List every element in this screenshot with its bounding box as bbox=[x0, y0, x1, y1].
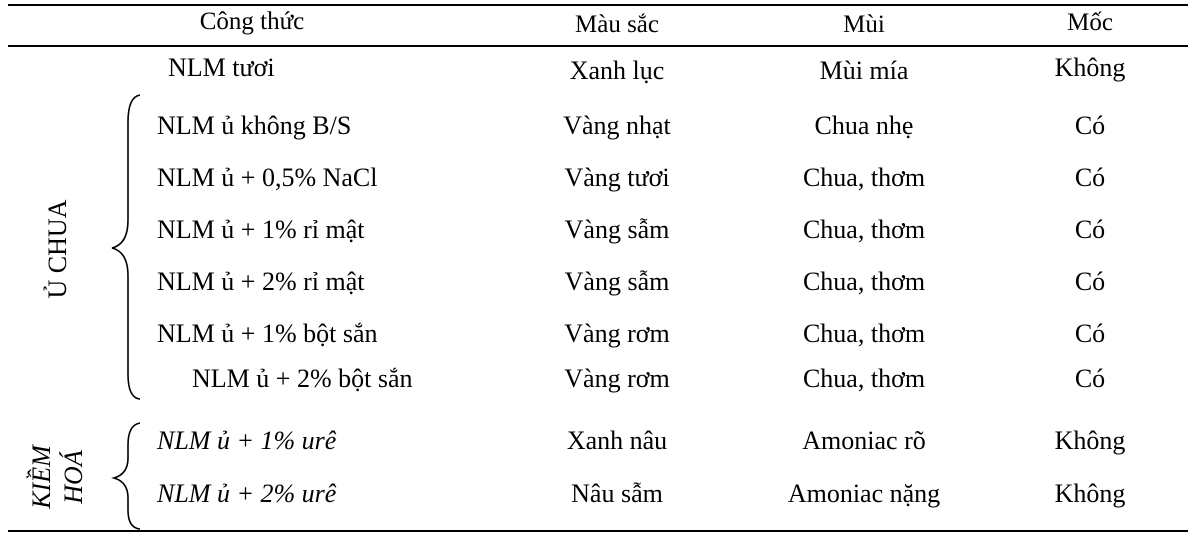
row-mold: Có bbox=[1074, 111, 1106, 140]
fresh-odor: Mùi mía bbox=[819, 56, 909, 85]
row-formula: NLM ủ + 0,5% NaCl bbox=[157, 163, 378, 192]
kiem-hoa-label-line1: KIỀM bbox=[27, 445, 56, 509]
row-color: Vàng sẫm bbox=[564, 267, 670, 296]
row-color: Vàng rơm bbox=[564, 364, 670, 393]
row-formula: NLM ủ + 1% bột sắn bbox=[157, 319, 378, 348]
u-chua-brace bbox=[108, 92, 148, 402]
row-formula: NLM ủ + 2% urê bbox=[157, 479, 337, 508]
row-mold: Có bbox=[1074, 364, 1106, 393]
row-formula: NLM ủ không B/S bbox=[157, 111, 352, 140]
row-odor: Chua, thơm bbox=[802, 163, 926, 192]
fresh-formula: NLM tươi bbox=[168, 53, 275, 82]
header-mold: Mốc bbox=[1067, 9, 1113, 36]
top-rule bbox=[8, 4, 1188, 6]
row-color: Vàng sẫm bbox=[564, 215, 670, 244]
row-odor: Chua, thơm bbox=[802, 364, 926, 393]
row-formula: NLM ủ + 2% rỉ mật bbox=[157, 267, 365, 296]
row-odor: Chua, thơm bbox=[802, 267, 926, 296]
row-mold: Có bbox=[1074, 319, 1106, 348]
row-color: Nâu sẫm bbox=[571, 479, 663, 508]
bottom-rule bbox=[8, 530, 1188, 532]
row-color: Vàng tươi bbox=[564, 163, 670, 192]
row-color: Vàng nhạt bbox=[563, 111, 671, 140]
row-odor: Chua, thơm bbox=[802, 215, 926, 244]
header-rule bbox=[8, 45, 1188, 47]
row-odor: Chua, thơm bbox=[802, 319, 926, 348]
kiem-hoa-label-line2: HOÁ bbox=[59, 450, 88, 504]
row-mold: Không bbox=[1054, 426, 1126, 455]
header-odor: Mùi bbox=[843, 11, 885, 38]
row-mold: Có bbox=[1074, 163, 1106, 192]
row-formula: NLM ủ + 2% bột sắn bbox=[192, 364, 413, 393]
fresh-color: Xanh lục bbox=[569, 56, 665, 85]
row-color: Vàng rơm bbox=[564, 319, 670, 348]
row-odor: Chua nhẹ bbox=[814, 111, 914, 140]
row-mold: Có bbox=[1074, 215, 1106, 244]
row-mold: Không bbox=[1054, 479, 1126, 508]
row-odor: Amoniac rõ bbox=[802, 426, 926, 455]
row-formula: NLM ủ + 1% rỉ mật bbox=[157, 215, 365, 244]
header-color: Màu sắc bbox=[575, 11, 659, 38]
row-mold: Có bbox=[1074, 267, 1106, 296]
row-odor: Amoniac nặng bbox=[787, 479, 941, 508]
header-formula: Công thức bbox=[199, 8, 305, 35]
fresh-mold: Không bbox=[1054, 53, 1126, 82]
kiem-hoa-brace bbox=[108, 420, 148, 532]
row-formula: NLM ủ + 1% urê bbox=[157, 426, 337, 455]
row-color: Xanh nâu bbox=[566, 426, 668, 455]
u-chua-label: Ủ CHUA bbox=[43, 199, 72, 299]
